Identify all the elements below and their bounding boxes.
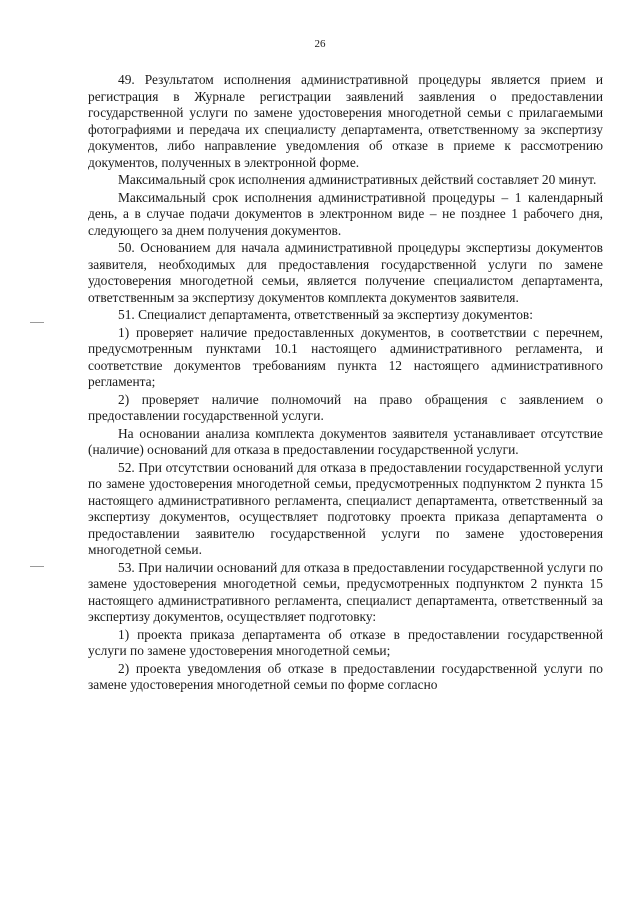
document-body bbox=[88, 72, 603, 695]
paragraph-51-item-1: 1) проверяет наличие предоставленных документов, в соответствии с перечнем, предусмотренным пунктами 10.1 настоящего административного регламента, и соответствие документов требованиям пункта 12 настоящего административного регламента; bbox=[88, 324, 603, 389]
scan-artifact-mark bbox=[30, 566, 44, 567]
paragraph-52: 52. При отсутствии оснований для отказа в предоставлении государственной услуги по замене удостоверения многодетной семьи, предусмотренных подпунктом 2 пункта 15 настоящего административного регламента, специалист департамента, ответственный за экспертизу документов, осуществляет подготовку проекта приказа департамента о предоставлении заявителю государственной услуги по замене удостоверения многодетной семьи. bbox=[88, 459, 603, 557]
page-number: 26 bbox=[314, 38, 326, 50]
scan-artifact-mark bbox=[30, 322, 44, 323]
paragraph-analysis: На основании анализа комплекта документов заявителя устанавливает отсутствие (наличие) оснований для отказа в предоставлении государственной услуги. bbox=[88, 425, 603, 457]
paragraph-51: 51. Специалист департамента, ответственный за экспертизу документов: bbox=[118, 307, 533, 322]
paragraph-53: 53. При наличии оснований для отказа в предоставлении государственной услуги по замене удостоверения многодетной семьи, предусмотренных подпунктом 2 пункта 15 настоящего административного регламента, специалист департамента, ответственный за экспертизу документов, осуществляет подготовку: bbox=[88, 559, 603, 624]
paragraph-53-item-2: 2) проекта уведомления об отказе в предоставлении государственной услуги по замене удостоверения многодетной семьи по форме согласно bbox=[88, 660, 603, 692]
paragraph-max-time-procedure: Максимальный срок исполнения административной процедуры – 1 календарный день, а в случае подачи документов в электронном виде – не позднее 1 рабочего дня, следующего за днем получения документов. bbox=[88, 189, 603, 238]
paragraph-53-item-1: 1) проекта приказа департамента об отказе в предоставлении государственной услуги по замене удостоверения многодетной семьи; bbox=[88, 626, 603, 658]
paragraph-49: 49. Результатом исполнения административной процедуры является прием и регистрация в Журнале регистрации заявлений заявления о предоставлении государственной услуги по замене удостоверения многодетной семьи с прилагаемыми фотографиями и передача их специалисту департамента, ответственному за экспертизу документов, либо направление уведомления об отказе в приеме к рассмотрению документов, полученных в электронной форме. bbox=[88, 72, 603, 170]
paragraph-50: 50. Основанием для начала административной процедуры экспертизы документов заявителя, необходимых для предоставления государственной услуги по замене удостоверения многодетной семьи, является получение специалистом департамента, ответственным за экспертизу документов комплекта документов заявителя. bbox=[88, 240, 603, 305]
paragraph-51-item-2: 2) проверяет наличие полномочий на право обращения с заявлением о предоставлении государственной услуги. bbox=[88, 391, 603, 423]
paragraph-max-time-actions: Максимальный срок исполнения административных действий составляет 20 минут. bbox=[118, 172, 597, 187]
